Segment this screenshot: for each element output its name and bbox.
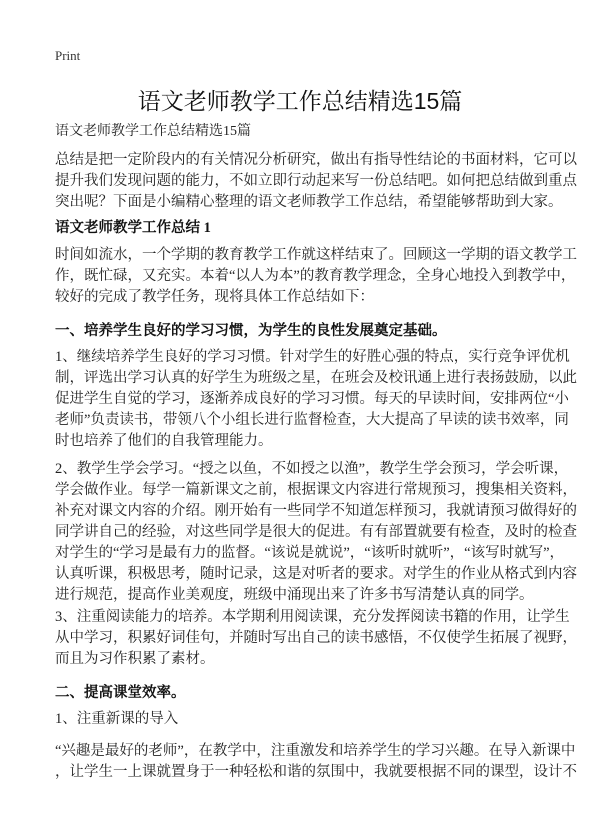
- page-title: 语文老师教学工作总结精选15篇: [137, 88, 463, 114]
- line: 从中学习，积累好词佳句，并随时写出自己的读书感悟，不仅使学生拓展了视野，: [55, 630, 577, 646]
- line: 2、教学生学会学习。“授之以鱼，不如授之以渔”，教学生学会预习，学会听课，: [55, 461, 569, 477]
- line: 对学生的“学习是最有力的监督。“该说是就说”，“该听时就听”，“该写时就写”，: [55, 545, 565, 561]
- print-link[interactable]: Print: [55, 48, 81, 63]
- line: 时间如流水，一个学期的教育教学工作就这样结束了。回顾这一学期的语文教学工: [55, 247, 577, 263]
- line: 突出呢？下面是小编精心整理的语文老师教学工作总结，希望能够帮助到大家。: [55, 194, 563, 210]
- line: 较好的完成了教学任务，现将具体工作总结如下：: [55, 289, 374, 305]
- subheading: 1、注重新课的导入: [55, 711, 179, 727]
- line: 总结是把一定阶段内的有关情况分析研究，做出有指导性结论的书面材料，它可以: [55, 152, 577, 168]
- paragraph: [55, 607, 577, 670]
- line: 制，评选出学习认真的好学生为班级之星，在班会及校讯通上进行表扬鼓励，以此: [55, 370, 577, 386]
- line: 提升我们发现问题的能力，不如立即行动起来写一份总结吧。如何把总结做到重点: [55, 173, 577, 189]
- line: 认真听课，积极思考，随时记录，这是对听者的要求。对学生的作业从格式到内容: [55, 566, 577, 582]
- intro-paragraph: [55, 150, 577, 213]
- section-title: 语文老师教学工作总结 1: [55, 220, 211, 236]
- line: ，让学生一上课就置身于一种轻松和谐的氛围中，我就要根据不同的课型，设计不: [55, 764, 577, 780]
- paragraph: [55, 347, 577, 452]
- line: 补充对课文内容的介绍。刚开始有一些同学不知道怎样预习，我就请预习做得好的: [55, 503, 577, 519]
- paragraph: [55, 741, 577, 783]
- paragraph: [55, 245, 577, 308]
- heading: 二、提高课堂效率。: [55, 685, 186, 701]
- line: 时也培养了他们的自我管理能力。: [55, 433, 273, 449]
- paragraph: [55, 459, 577, 606]
- line: 3、注重阅读能力的培养。本学期利用阅读课，充分发挥阅读书籍的作用，让学生: [55, 609, 570, 625]
- line: 同学讲自己的经验，对这些同学是很大的促进。有有部置就要有检查，及时的检查: [55, 524, 577, 540]
- line: “兴趣是最好的老师”，在教学中，注重激发和培养学生的学习兴趣。在导入新课中: [55, 743, 576, 759]
- subtitle: 语文老师教学工作总结精选15篇: [55, 124, 251, 139]
- line: 促进学生自觉的学习，逐渐养成良好的学习习惯。每天的早读时间，安排两位“小: [55, 391, 569, 407]
- line: 学会做作业。每学一篇新课文之前，根据课文内容进行常规预习，搜集相关资料，: [55, 482, 577, 498]
- line: 而且为习作积累了素材。: [55, 651, 215, 667]
- heading: 一、培养学生良好的学习习惯，为学生的良性发展奠定基础。: [55, 323, 447, 339]
- line: 老师”负责读书，带领八个小组长进行监督检查，大大提高了早读的读书效率，同: [55, 412, 569, 428]
- line: 作，既忙碌，又充实。本着“以人为本”的教育教学理念，全身心地投入到教学中，: [55, 268, 576, 284]
- line: 1、继续培养学生良好的学习习惯。针对学生的好胜心强的特点，实行竞争评优机: [55, 349, 570, 365]
- line: 进行规范，提高作业美观度，班级中涌现出来了许多书写清楚认真的同学。: [55, 587, 534, 603]
